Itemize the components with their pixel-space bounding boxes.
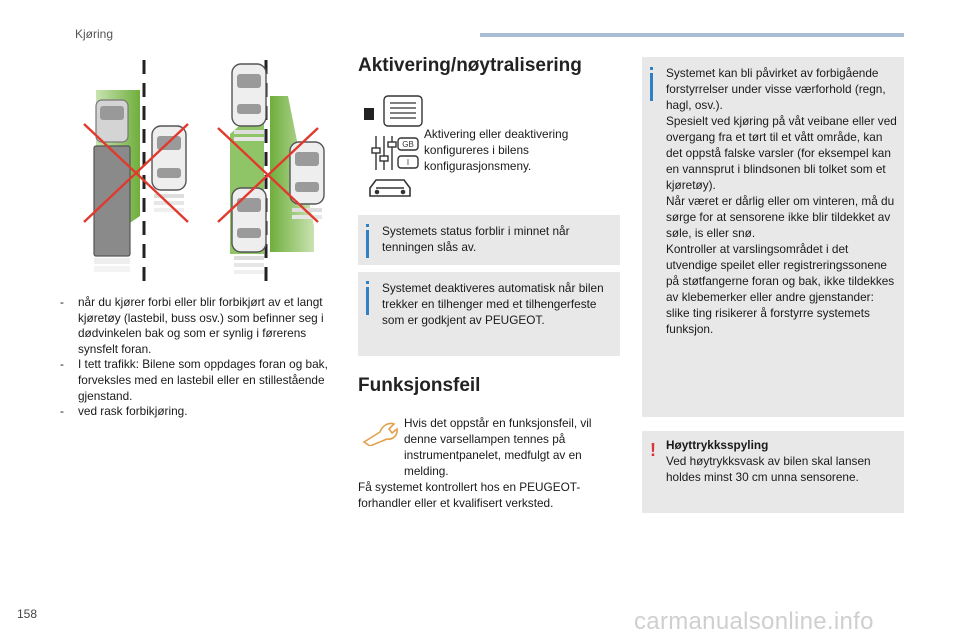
blind-spot-illustration [78, 56, 340, 292]
info-note-trailer: Systemet deaktiveres automatisk når bilen trekker en tilhenger med et tilhengerfeste som er godkjent av PEUGEOT. [358, 272, 620, 356]
list-item: - ved rask forbikjøring. [60, 404, 188, 419]
info-note-weather: Systemet kan bli påvirket av forbigående forstyrrelser under visse værforhold (regn, hagl, osv.). Spesielt ved kjøring på våt veibane eller ved overgang fra et tørt til et vått område, kan det oppstå falske varsler (for eksempel kan en vannsprut i blindsonen bli tolket som et kjøretøy). Når været er dårlig eller om vinteren, må du sørge for at sensorene ikke blir tildekket av søle, is eller snø. Kontroller at varslingsområdet i det utvendige speilet eller registreringssonene på støtfangerne foran og bak, ikke tildekkes av klebemerker eller andre gjenstander: slike ting risikerer å forstyrre systemets funksjon. [642, 57, 904, 417]
activation-heading: Aktivering/nøytralisering [358, 55, 582, 76]
car-center-bottom [232, 188, 266, 274]
activation-icons [362, 94, 424, 204]
warning-note-pressure-wash [642, 431, 904, 513]
car-front-icon [370, 180, 410, 196]
settings-sliders-icon [372, 136, 418, 170]
watermark: carmanualsonline.info [634, 608, 874, 635]
car-left-lane [152, 126, 186, 212]
activation-description: Aktivering eller deaktivering konfigureres i bilens konfigurasjonsmeny. [424, 127, 569, 173]
warning-text: Ved høytrykksvask av bilen skal lansen holdes minst 30 cm unna sensorene. [666, 454, 871, 484]
truck-icon [94, 100, 130, 272]
list-item: - når du kjører forbi eller blir forbikjørt av et langt kjøretøy (lastebil, buss osv.) som befinner seg i dødvinkelen bak og som er synlig i førerens synsfelt foran. [60, 295, 324, 356]
list-item: - I tett trafikk: Bilene som oppdages foran og bak, forveksles med en lastebil eller en stillestående gjenstand. [60, 357, 328, 403]
failure-heading: Funksjonsfeil [358, 375, 481, 396]
failure-description: Hvis det oppstår en funksjonsfeil, vil denne varsellampen tennes på instrumentpanelet, medfulgt av en melding. [404, 416, 592, 478]
info-note-memory: Systemets status forblir i minnet når tenningen slås av. [358, 215, 620, 265]
warning-mark: ! [650, 440, 656, 460]
limitations-list [60, 295, 332, 420]
menu-screen-icon [364, 96, 422, 126]
failure-instruction: Få systemet kontrollert hos en PEUGEOT-forhandler eller et kvalifisert verksted. [358, 480, 581, 510]
svg-text:GB: GB [402, 140, 414, 149]
warning-title: Høyttrykksspyling [666, 438, 769, 452]
header-bar [480, 33, 904, 37]
warning-lamp-icon [362, 418, 402, 446]
page-number: 158 [17, 607, 38, 621]
svg-text:I: I [406, 158, 410, 167]
section-title: Kjøring [75, 27, 114, 41]
